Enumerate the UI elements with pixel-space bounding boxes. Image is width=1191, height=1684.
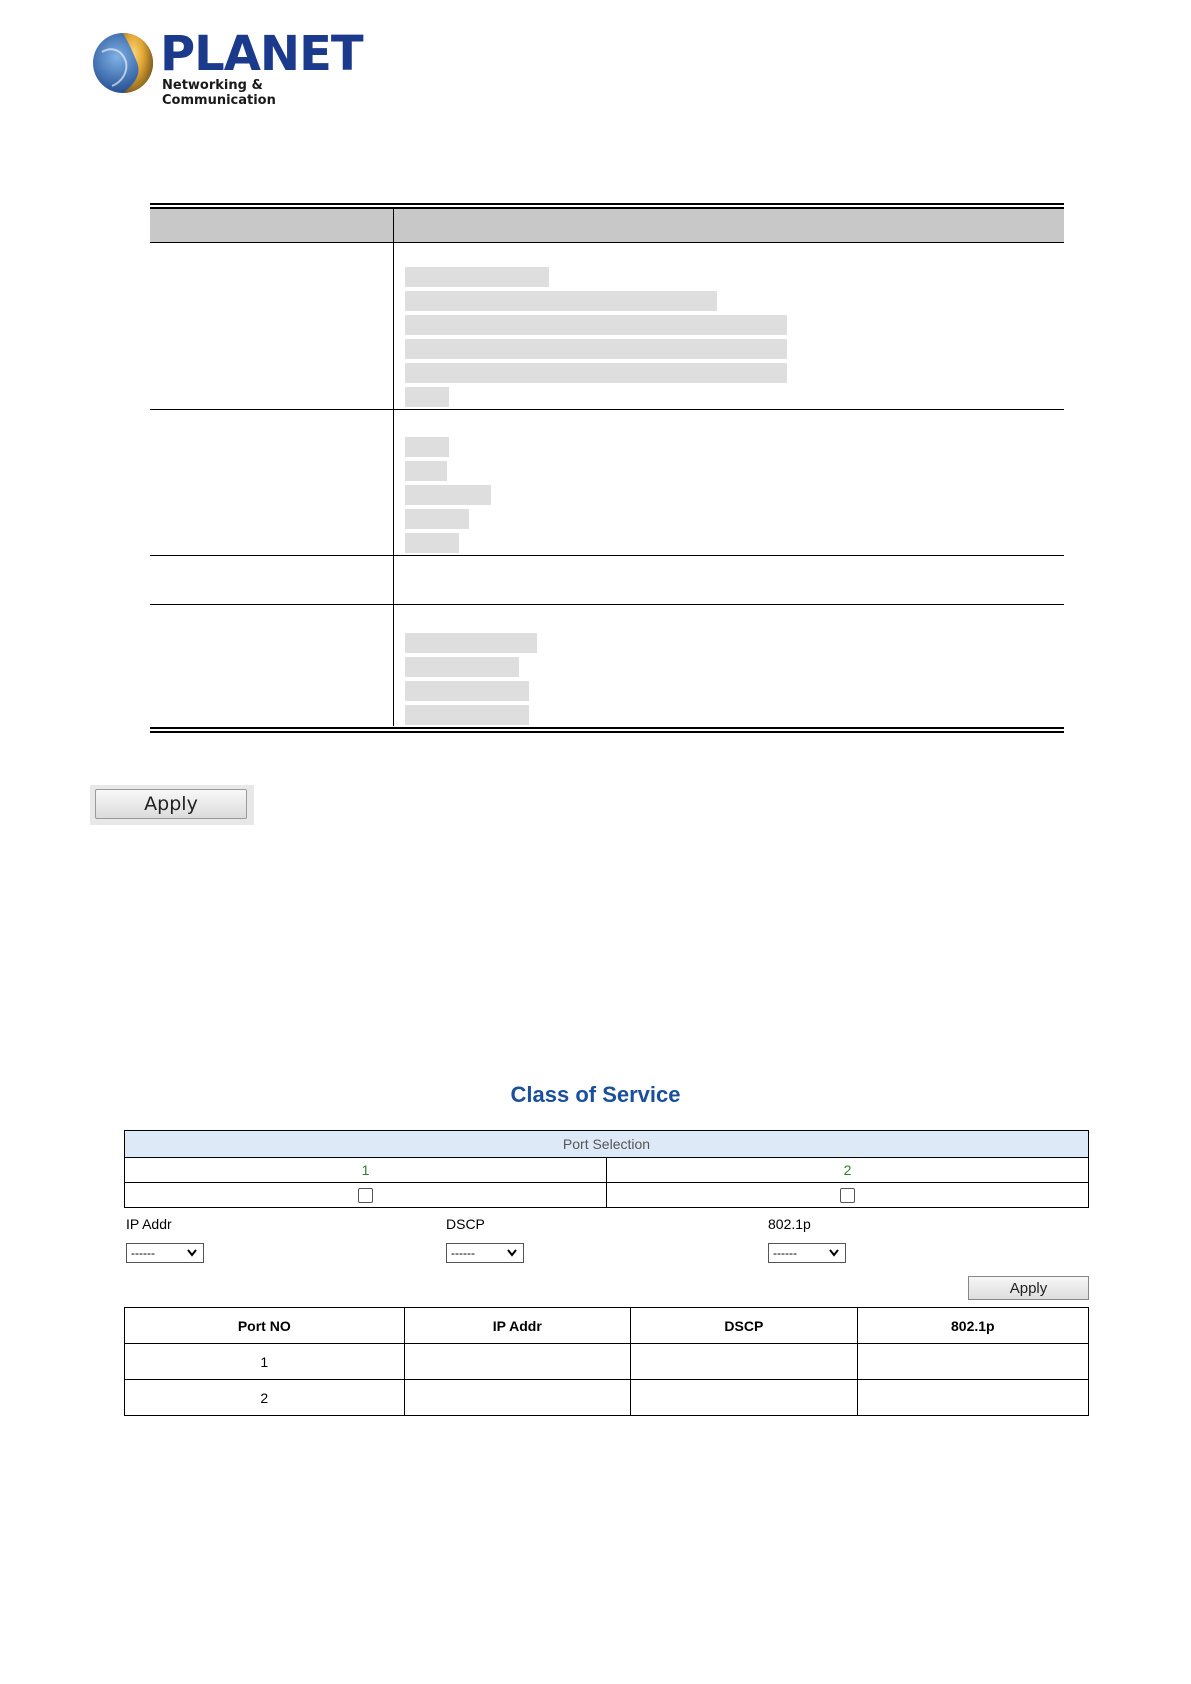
- table-cell: [857, 1344, 1088, 1380]
- chevron-down-icon: [829, 1249, 839, 1257]
- redacted-text: [405, 657, 519, 677]
- column-header-dscp: DSCP: [631, 1308, 858, 1344]
- redacted-text: [405, 387, 449, 407]
- dot1p-select[interactable]: [768, 1243, 846, 1263]
- page-title: Class of Service: [510, 1082, 681, 1107]
- table-cell: 1: [125, 1344, 405, 1380]
- chevron-down-icon: [507, 1249, 517, 1257]
- redacted-text: [405, 291, 717, 311]
- table-cell: [404, 1380, 631, 1416]
- redacted-text: [405, 633, 537, 653]
- chevron-down-icon: [187, 1249, 197, 1257]
- cos-apply-button[interactable]: Apply: [968, 1276, 1089, 1300]
- redacted-text: [405, 315, 787, 335]
- cos-status-table: [124, 1307, 1089, 1416]
- redacted-text: [405, 461, 447, 481]
- ip-addr-label: IP Addr: [126, 1216, 172, 1232]
- dscp-select[interactable]: [446, 1243, 524, 1263]
- port-label: 2: [607, 1158, 1089, 1183]
- ip-addr-select-value: ------: [131, 1246, 155, 1260]
- redacted-text: [405, 339, 787, 359]
- parameter-table-header: [150, 209, 1064, 242]
- ip-addr-select[interactable]: [126, 1243, 204, 1263]
- port-1-checkbox[interactable]: [358, 1188, 373, 1203]
- table-row: [125, 1380, 1089, 1416]
- column-header-port-no: Port NO: [125, 1308, 405, 1344]
- column-header-ip-addr: IP Addr: [404, 1308, 631, 1344]
- redacted-text: [405, 267, 549, 287]
- redacted-text: [405, 437, 449, 457]
- dot1p-label: 802.1p: [768, 1216, 811, 1232]
- port-label: 1: [125, 1158, 607, 1183]
- globe-icon: [92, 32, 154, 94]
- table-cell: [631, 1344, 858, 1380]
- port-1-checkbox-cell: [125, 1183, 607, 1208]
- apply-button[interactable]: Apply: [95, 789, 247, 819]
- redacted-text: [405, 509, 469, 529]
- port-2-checkbox-cell: [607, 1183, 1089, 1208]
- table-cell: [631, 1380, 858, 1416]
- redacted-text: [405, 533, 459, 553]
- redacted-text: [405, 705, 529, 725]
- column-header-dot1p: 802.1p: [857, 1308, 1088, 1344]
- redacted-text: [405, 681, 529, 701]
- table-row: [125, 1344, 1089, 1380]
- port-selection-header: Port Selection: [125, 1131, 1089, 1158]
- redacted-text: [405, 485, 491, 505]
- brand-tagline: Networking & Communication: [162, 78, 276, 108]
- planet-logo: [92, 26, 363, 108]
- dot1p-select-value: ------: [773, 1246, 797, 1260]
- port-2-checkbox[interactable]: [840, 1188, 855, 1203]
- table-cell: [404, 1344, 631, 1380]
- dscp-select-value: ------: [451, 1246, 475, 1260]
- table-cell: [857, 1380, 1088, 1416]
- redacted-text: [405, 363, 787, 383]
- apply-button-frame: [90, 785, 254, 825]
- port-selection-table: [124, 1130, 1089, 1208]
- table-cell: 2: [125, 1380, 405, 1416]
- parameter-table: [150, 203, 1064, 733]
- dscp-label: DSCP: [446, 1216, 485, 1232]
- brand-name: PLANET: [160, 26, 363, 82]
